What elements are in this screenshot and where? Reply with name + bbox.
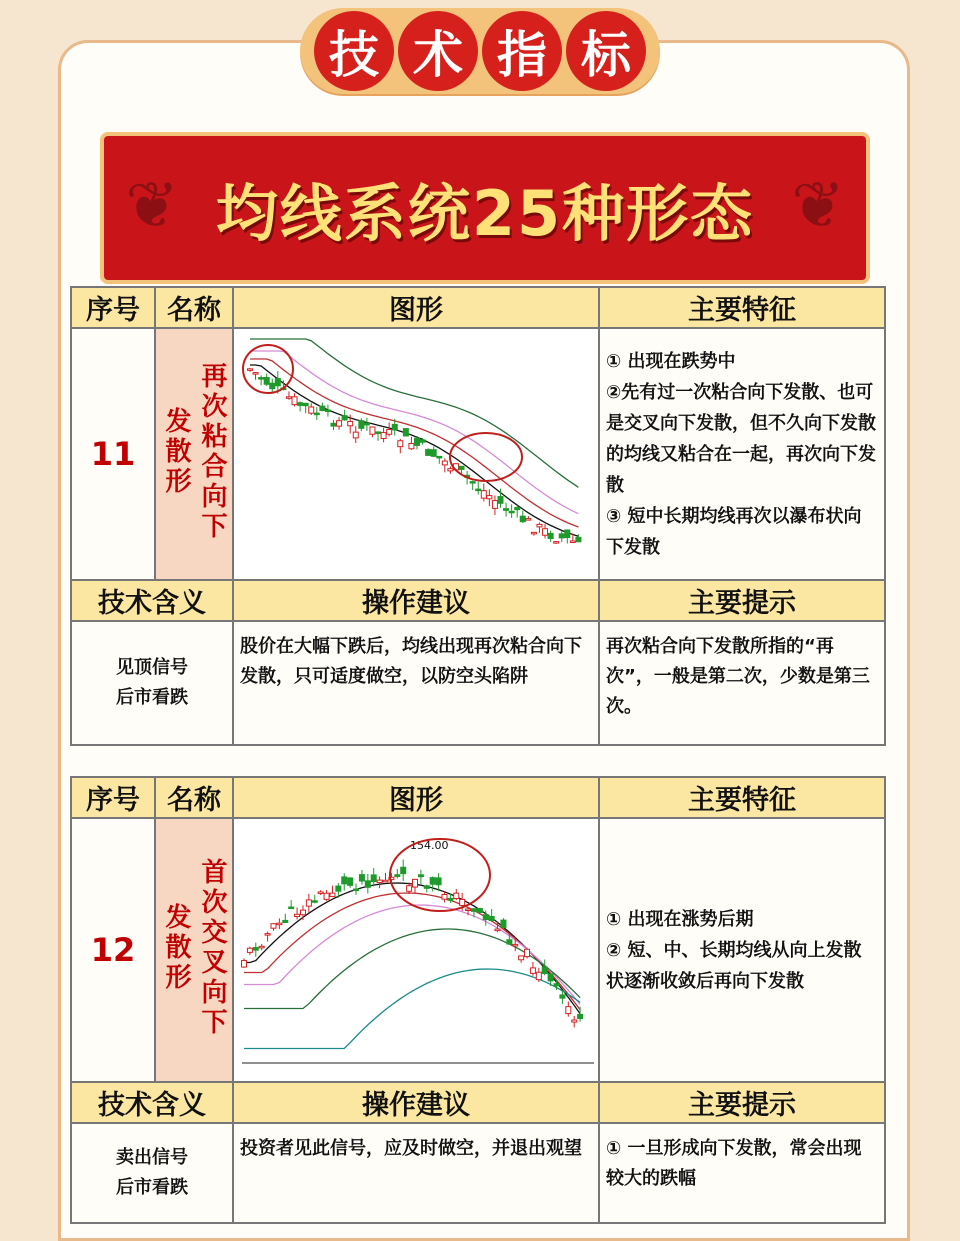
pattern-name-cell [155,328,233,580]
candle-body [495,929,500,931]
candle-body [476,489,481,491]
candle-body [303,403,308,405]
candle-body [509,511,514,513]
pattern-table-12 [70,776,886,1224]
candle-body [548,533,553,538]
candle-body [242,961,247,967]
candle-body [481,491,486,498]
pattern-name: 首次交叉向下发散形 [161,858,227,1038]
feature-line: ① 出现在涨势后期 [606,908,754,930]
candle-body [395,875,400,877]
candle-body [576,537,581,541]
candle-body [531,532,536,534]
features-cell [599,818,885,1082]
candle-body [371,875,376,882]
candle-body [460,899,465,905]
candle-body [330,893,335,896]
meaning-line: 见顶信号 [116,657,188,678]
candle-body [420,440,425,442]
candle-body [337,421,342,426]
candle-body [431,450,436,457]
header-meaning: 技术含义 [71,580,233,621]
candle-body [271,924,276,928]
candle-body [504,509,509,511]
candle-body [415,438,420,445]
header-advice: 操作建议 [233,580,599,621]
candle-body [448,898,453,900]
header-features: 主要特征 [599,777,885,818]
moving-average-line [244,929,580,1009]
candle-body [442,894,447,899]
candle-body [572,1020,577,1022]
candle-body [570,541,575,543]
candle-body [264,377,269,384]
header-name: 名称 [155,777,233,818]
candle-body [559,534,564,538]
candle-body [359,421,364,429]
title-banner [100,132,870,284]
candle-body [353,432,358,438]
candlestick-chart [234,819,596,1077]
candle-body [259,946,264,948]
candle-body [253,948,258,951]
tips-text: ① 一旦形成向下发散，常会出现较大的跌幅 [599,1123,885,1223]
candle-body [515,508,520,510]
candle-body [578,1014,583,1018]
badge-char: 指 [482,11,562,91]
ornament-icon: ❦ [125,169,179,243]
advice-text: 股价在大幅下跌后，均线出现再次粘合向下发散，只可适度做空，以防空头陷阱 [233,621,599,745]
candle-body [376,432,381,434]
candle-body [354,889,359,891]
candle-body [477,909,482,913]
candle-body [501,920,506,927]
candle-body [530,968,535,973]
candle-body [320,406,325,410]
header-meaning: 技术含义 [71,1082,233,1123]
candle-body [318,892,323,894]
advice-text: 投资者见此信号，应及时做空，并退出观望 [233,1123,599,1223]
candle-body [312,901,317,903]
candle-body [331,423,336,426]
candle-body [471,909,476,912]
meaning-line: 后市看跌 [116,687,188,708]
candle-body [342,416,347,420]
title-badge [300,8,660,94]
candle-body [298,403,303,406]
candle-body [387,430,392,435]
candle-body [426,450,431,456]
pattern-name: 再次粘合向下发散形 [161,362,227,542]
header-seq: 序号 [71,287,155,328]
badge-char: 技 [314,11,394,91]
tips-text: 再次粘合向下发散所指的“再次”，一般是第二次，少数是第三次。 [599,621,885,745]
candle-body [483,915,488,920]
candle-body [413,879,418,887]
candle-body [466,909,471,911]
candle-body [565,530,570,538]
candle-body [526,519,531,521]
candle-body [492,501,497,509]
candle-body [424,886,429,889]
candle-body [314,413,319,415]
chart-cell [233,818,599,1082]
moving-average-line [244,883,580,1014]
pattern-number: 11 [71,328,155,580]
candle-body [498,497,503,504]
moving-average-line [250,339,578,487]
price-label: 154.00 [410,839,449,852]
chart-cell [233,328,599,580]
candle-body [548,974,553,981]
candle-body [275,379,280,386]
candle-body [537,524,542,527]
candle-body [392,424,397,430]
candle-body [536,972,541,979]
header-advice: 操作建议 [233,1082,599,1123]
pattern-number: 12 [71,818,155,1082]
candle-body [554,984,559,986]
candle-body [542,967,547,974]
meaning-cell [71,621,233,745]
candle-body [436,878,441,885]
moving-average-line [250,351,578,514]
candle-body [398,441,403,447]
candle-body [507,940,512,944]
candle-body [348,878,353,885]
candle-body [253,373,258,375]
candle-body [377,880,382,882]
candle-body [365,881,370,887]
candle-body [306,900,311,906]
candle-body [292,397,297,405]
features-cell [599,328,885,580]
candle-body [383,880,388,882]
candle-body [381,433,386,439]
candle-body [525,949,530,956]
candle-body [418,875,423,877]
header-chart: 图形 [233,287,599,328]
candle-body [295,914,300,916]
candle-body [407,886,412,892]
candle-body [364,423,369,425]
meaning-cell [71,1123,233,1223]
header-tips: 主要提示 [599,580,885,621]
header-seq: 序号 [71,777,155,818]
candle-body [325,410,330,412]
candle-body [270,383,275,388]
candle-body [348,422,353,426]
candle-body [247,948,252,952]
candle-body [554,542,559,544]
feature-line: ②先有过一次粘合向下发散、也可是交叉向下发散，但不久向下发散的均线又粘合在一起，再次向下发散 [606,381,876,496]
candle-body [401,867,406,873]
candle-body [442,461,447,465]
candle-body [520,516,525,522]
candle-body [265,934,270,936]
candle-body [437,456,442,458]
header-chart: 图形 [233,777,599,818]
candle-body [513,944,518,946]
meaning-line: 卖出信号 [116,1147,188,1168]
candle-body [489,916,494,920]
candlestick-chart [234,329,596,575]
candle-body [336,886,341,891]
candle-body [300,910,305,915]
candle-body [283,920,288,922]
candle-body [259,378,264,380]
highlight-circle [450,433,522,481]
feature-line: ② 短、中、长期均线从向上发散状逐渐收敛后再向下发散 [606,939,862,992]
candle-body [543,529,548,536]
candle-body [248,369,253,371]
candle-body [487,496,492,499]
badge-char: 术 [398,11,478,91]
candle-body [289,907,294,909]
candle-body [286,397,291,399]
feature-line: ③ 短中长期均线再次以瀑布状向下发散 [606,505,862,558]
pattern-table-11 [70,286,886,746]
candle-body [454,893,459,898]
candle-body [459,466,464,469]
candle-body [566,1007,571,1014]
ornament-icon: ❦ [791,169,845,243]
candle-body [470,482,475,484]
meaning-line: 后市看跌 [116,1177,188,1198]
page-title: 均线系统25种形态 [215,176,755,250]
candle-body [403,429,408,436]
header-name: 名称 [155,287,233,328]
candle-body [409,443,414,448]
candle-body [324,893,329,899]
header-features: 主要特征 [599,287,885,328]
candle-body [277,923,282,925]
candle-body [560,995,565,998]
candle-body [359,875,364,881]
pattern-name-cell [155,818,233,1082]
badge-char: 标 [566,11,646,91]
candle-body [370,427,375,434]
feature-line: ① 出现在跌势中 [606,350,736,372]
candle-body [448,469,453,471]
candle-body [342,877,347,884]
header-tips: 主要提示 [599,1082,885,1123]
candle-body [519,956,524,960]
candle-body [430,878,435,885]
candle-body [309,407,314,413]
